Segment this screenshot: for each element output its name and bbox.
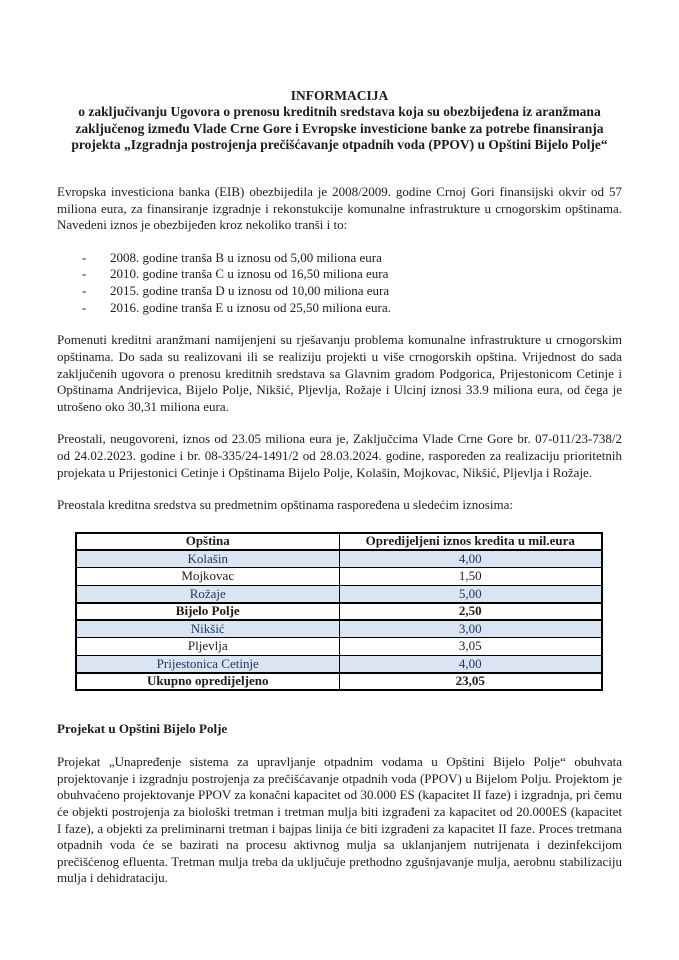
table-cell-amount: 1,50 (339, 568, 602, 586)
paragraph-project-description: Projekat „Unapređenje sistema za upravljanje otpadnim vodama u Opštini Bijelo Polje“ obuhvata projektovanje i izgradnju postrojenja za prečišćavanje otpadnih voda (PPOV) u Bijelom Polju. Projektom je obuhvaćeno projektovanje PPOV za konačni kapacitet od 30.000 ES (kapacitet II faze) i izgradnja, pri čemu će objekti postrojenja za biološki tretman i tretman mulja biti izgrađeni za kapacitet od 20.000ES (kapacitet I faze), a objekti za preliminarni tretman i bajpas linija će biti izgrađeni za kapacitet II faze. Proces tretmana otpadnih voda će se bazirati na procesu aktivnog mulja sa uklanjanjem nutrijenata i dezinfekcijom prečišćenog efluenta. Tretman mulja treba da uključuje prethodno zgušnjavanje mulja, aerobnu stabilizaciju mulja i dehidrataciju. (57, 754, 622, 886)
tranche-text: 2010. godine tranša C u iznosu od 16,50 miliona eura (110, 266, 389, 282)
table-cell-amount: 3,00 (339, 620, 602, 638)
table-header-municipality: Opština (76, 533, 339, 551)
table-body (76, 550, 602, 690)
tranche-dash: - (82, 283, 87, 298)
tranche-item (57, 283, 622, 300)
tranche-text: 2016. godine tranša E u iznosu od 25,50 miliona eura. (110, 299, 391, 315)
table-cell-amount: 5,00 (339, 585, 602, 603)
table-cell-municipality: Kolašin (76, 550, 339, 568)
tranche-list (57, 250, 622, 317)
table-row (76, 673, 602, 691)
tranche-item (57, 266, 622, 283)
table-cell-municipality: Rožaje (76, 585, 339, 603)
document-title (57, 88, 622, 154)
table-row (76, 550, 602, 568)
title-heading: INFORMACIJA (290, 88, 389, 103)
tranche-dash: - (82, 266, 87, 282)
table-cell-amount: 3,05 (339, 638, 602, 656)
paragraph-arrangements: Pomenuti kreditni aranžmani namijenjeni su rješavanju problema komunalne infrastrukture u crnogorskim opštinama. Do sada su realizovani ili se realiziju projekti u više crnogorskih opština. Vrijednost do sada zaključenih ugovora o prenosu kreditnih sredstava sa Glavnim gradom Podgorica, Prijestonicom Cetinje i Opštinama Andrijevica, Bijelo Polje, Nikšić, Pljevlja, Rožaje i Ulcinj iznosi 33.9 miliona eura, od čega je utrošeno oko 30,31 miliona eura. (57, 332, 622, 414)
table-row (76, 638, 602, 656)
section-heading-bijelo-polje: Projekat u Opštini Bijelo Polje (57, 721, 228, 737)
table-cell-municipality: Nikšić (76, 620, 339, 638)
paragraph-remaining-amount: Preostali, neugovoreni, iznos od 23.05 miliona eura je, Zaključcima Vlade Crne Gore br. 07-011/23-738/2 od 24.02.2023. godine i br. 08-335/24-1491/2 od 28.03.2024. godine, raspoređen za realizaciju prioritetnih projekata u Prijestonici Cetinje i Opštinama Bijelo Polje, Kolašin, Mojkovac, Nikšić, Pljevlja i Rožaje. (57, 431, 622, 480)
table-cell-municipality: Mojkovac (76, 568, 339, 586)
paragraph-table-intro: Preostala kreditna sredstva su predmetnim opštinama raspoređena u sledećim iznosima: (57, 497, 513, 513)
tranche-text: 2008. godine tranša B u iznosu od 5,00 miliona eura (110, 249, 382, 265)
tranche-item (57, 300, 622, 317)
paragraph-eib-framework: Evropska investiciona banka (EIB) obezbijedila je 2008/2009. godine Crnoj Gori finansijski okvir od 57 miliona eura, za finansiranje izgradnje i rekonstukcije komunalne infrastrukture u crnogorskim opštinama. Navedeni iznos je obezbijeđen kroz nekoliko tranši i to: (57, 183, 622, 233)
table-row (76, 620, 602, 638)
table-cell-municipality: Prijestonica Cetinje (76, 655, 339, 673)
table-cell-municipality: Pljevlja (76, 638, 339, 656)
tranche-text: 2015. godine tranša D u iznosu od 10,00 miliona eura (110, 283, 390, 298)
tranche-dash: - (82, 299, 87, 315)
table-header-amount: Opredijeljeni iznos kredita u mil.eura (339, 533, 602, 551)
table-cell-amount: 4,00 (339, 550, 602, 568)
credit-allocation-table (75, 532, 603, 692)
table-cell-amount: 2,50 (339, 603, 602, 621)
table-row (76, 585, 602, 603)
table-header-row (76, 533, 602, 551)
title-subtitle: o zaključivanju Ugovora o prenosu kreditnih sredstava koja su obezbijeđena iz aranžmana zaključenog između Vlade Crne Gore i Evropske investicione banke za potrebe finansiranja projekta „Izgradnja postrojenja prečišćavanje otpadnih voda (PPOV) u Opštini Bijelo Polje“ (71, 104, 608, 153)
table-row (76, 603, 602, 621)
tranche-item (57, 250, 622, 267)
table-cell-amount: 4,00 (339, 655, 602, 673)
table-cell-municipality: Ukupno opredijeljeno (76, 673, 339, 691)
table-cell-municipality: Bijelo Polje (76, 603, 339, 621)
table-row (76, 568, 602, 586)
table-cell-amount: 23,05 (339, 673, 602, 691)
tranche-dash: - (82, 249, 87, 265)
table-row (76, 655, 602, 673)
